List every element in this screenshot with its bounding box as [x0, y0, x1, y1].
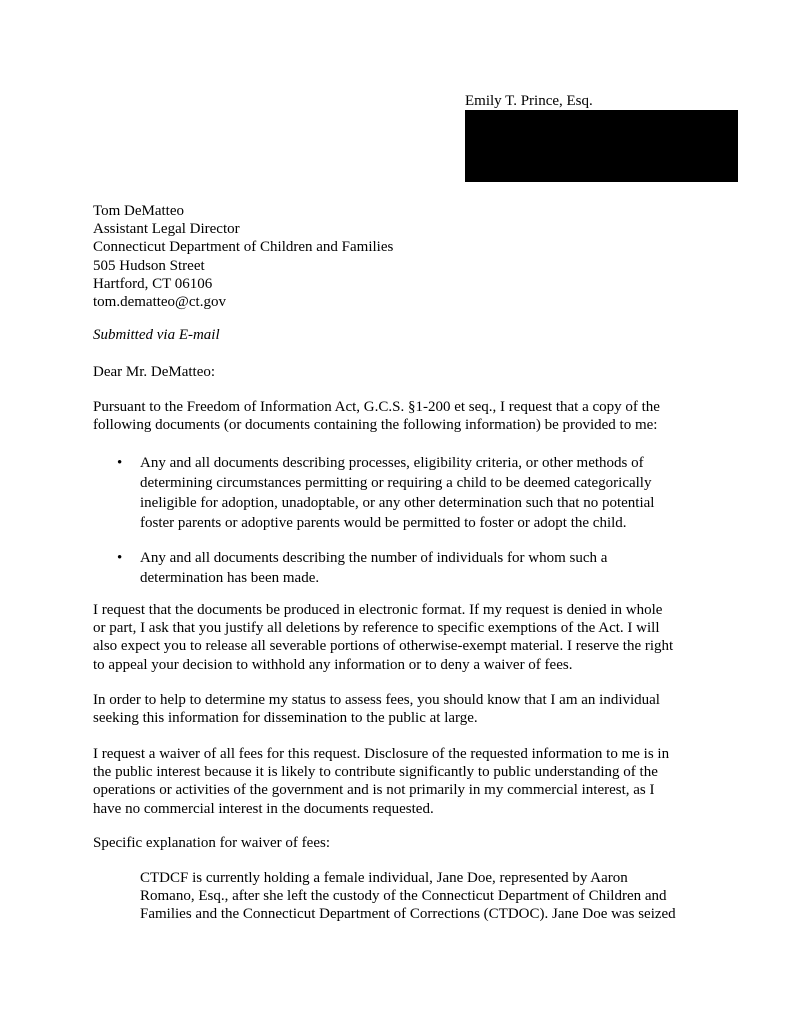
list-item [117, 453, 697, 533]
waiver-paragraph [93, 745, 713, 818]
text-line: determination has been made. [140, 570, 320, 586]
text-line: determining circumstances permitting or requiring a child to be deemed categorically [140, 475, 652, 491]
status-paragraph [93, 691, 713, 727]
text-line: Any and all documents describing processes, eligibility criteria, or other methods of [140, 455, 644, 471]
text-line: have no commercial interest in the documents requested. [93, 800, 434, 817]
recipient-street: 505 Hudson Street [93, 257, 205, 274]
waiver-heading: Specific explanation for waiver of fees: [93, 835, 330, 851]
text-line: seeking this information for dissemination to the public at large. [93, 710, 478, 727]
text-line: Any and all documents describing the number of individuals for whom such a [140, 550, 608, 566]
text-line: to appeal your decision to withhold any information or to deny a waiver of fees. [93, 656, 573, 673]
sender-name: Emily T. Prince, Esq. [465, 93, 593, 109]
recipient-title: Assistant Legal Director [93, 221, 240, 238]
text-line: Romano, Esq., after she left the custody of the Connecticut Department of Children and [140, 888, 667, 905]
text-line: Pursuant to the Freedom of Information Act, G.C.S. §1-200 et seq., I request that a copy of the [93, 399, 660, 415]
redaction-box [465, 110, 738, 182]
submission-note: Submitted via E-mail [93, 327, 220, 343]
format-paragraph [93, 601, 713, 674]
text-line: ineligible for adoption, unadoptable, or any other determination such that no potential [140, 495, 655, 511]
text-line: or part, I ask that you justify all deletions by reference to specific exemptions of the Act. I will [93, 620, 660, 637]
recipient-organization: Connecticut Department of Children and Families [93, 239, 394, 256]
text-line: I request a waiver of all fees for this request. Disclosure of the requested information to me is in [93, 746, 670, 762]
text-line: also expect you to release all severable portions of otherwise-exempt material. I reserve the right [93, 638, 674, 655]
recipient-city: Hartford, CT 06106 [93, 275, 213, 292]
text-line: operations or activities of the government and is not primarily in my commercial interest, as I [93, 782, 655, 799]
text-line: Families and the Connecticut Department of Corrections (CTDOC). Jane Doe was seized [140, 906, 676, 923]
request-items-list [117, 453, 697, 603]
list-item [117, 548, 697, 588]
recipient-email: tom.dematteo@ct.gov [93, 294, 226, 311]
bullet-marker: • [117, 455, 123, 471]
text-line: foster parents or adoptive parents would be permitted to foster or adopt the child. [140, 515, 627, 531]
recipient-name: Tom DeMatteo [93, 203, 185, 219]
text-line: the public interest because it is likely to contribute significantly to public understanding of the [93, 764, 658, 781]
recipient-address [93, 202, 713, 311]
salutation: Dear Mr. DeMatteo: [93, 364, 216, 380]
text-line: CTDCF is currently holding a female individual, Jane Doe, represented by Aaron [140, 870, 628, 886]
explanation-paragraph [140, 869, 715, 924]
text-line: I request that the documents be produced in electronic format. If my request is denied in whole [93, 602, 663, 618]
text-line: In order to help to determine my status to assess fees, you should know that I am an individual [93, 692, 660, 708]
text-line: following documents (or documents containing the following information) be provided to me: [93, 417, 658, 434]
bullet-marker: • [117, 550, 123, 566]
request-paragraph [93, 398, 713, 434]
